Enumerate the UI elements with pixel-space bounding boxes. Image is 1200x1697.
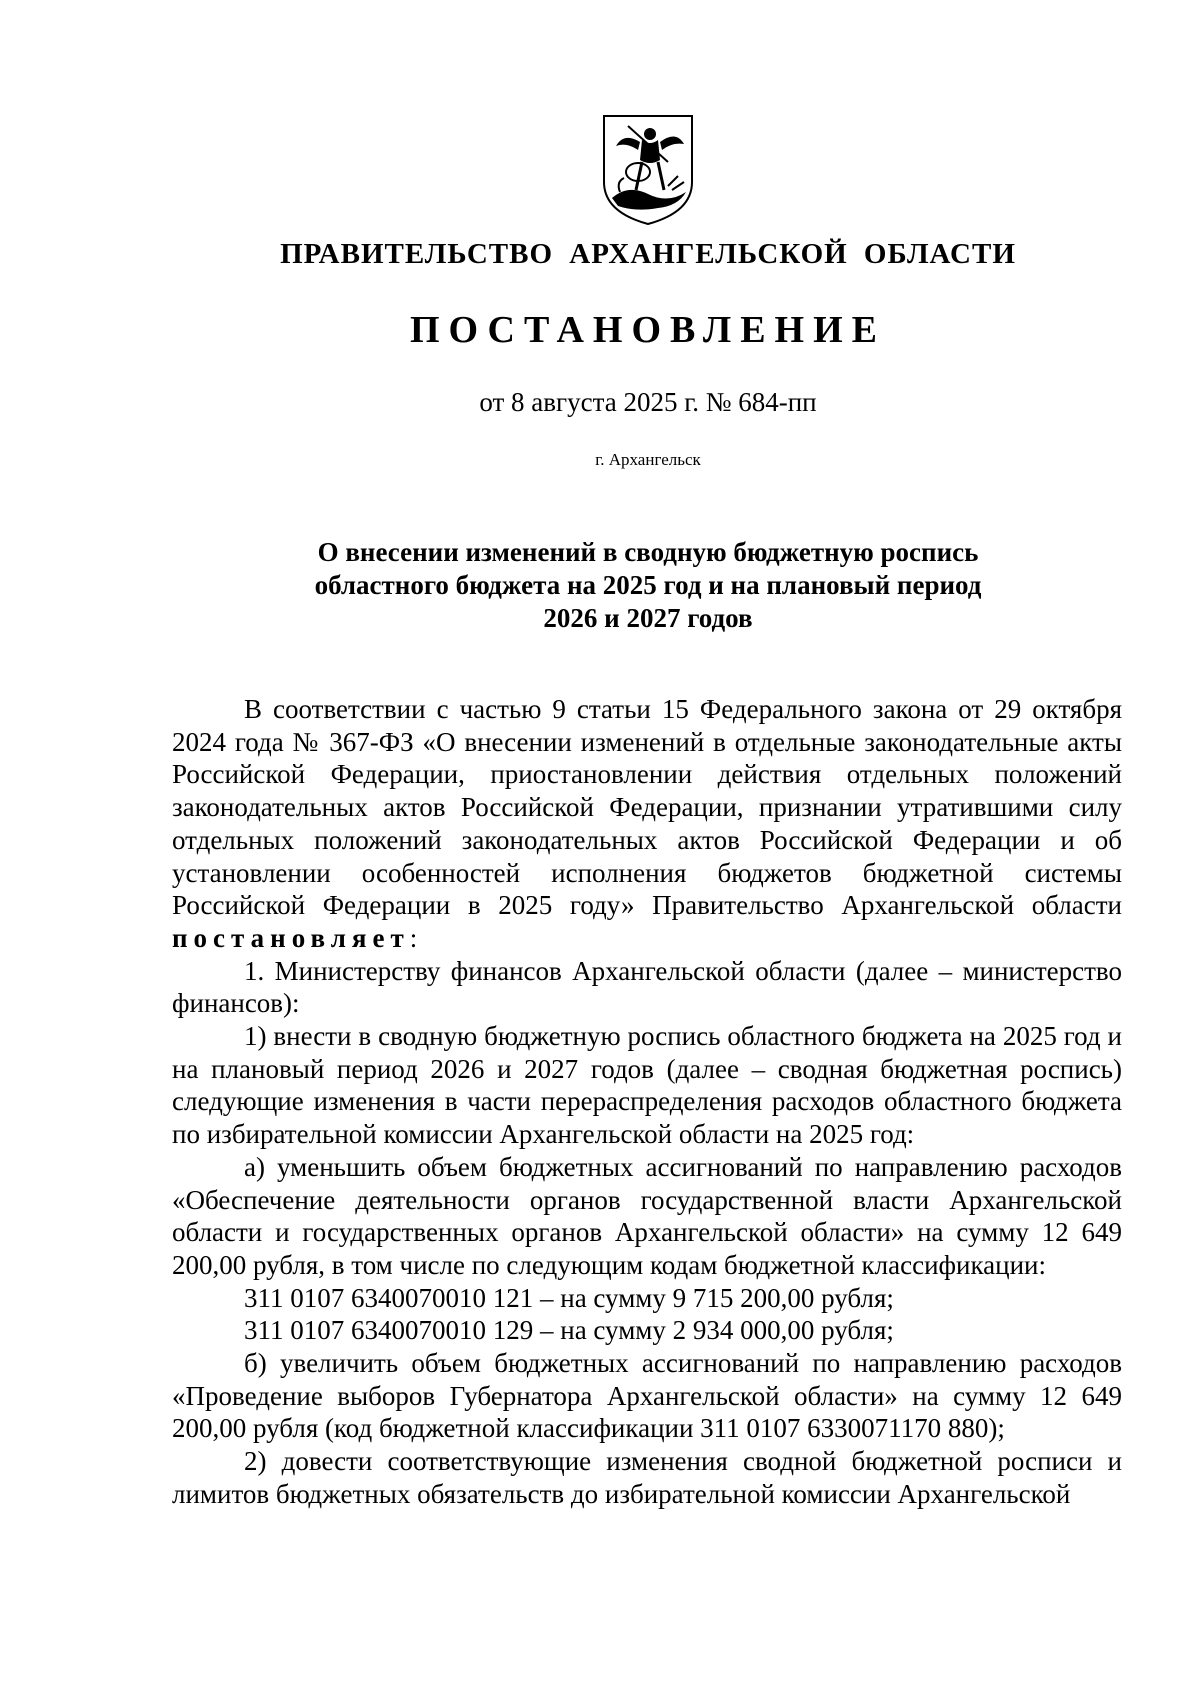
paragraph-subitem-b: б) увеличить объем бюджетных ассигнований по направлению расходов «Проведение выборов Губернатора Архангельской области» на сумму 12 649 200,00 рубля (код бюджетной классификации 311 0107 6330071170 880);: [172, 1348, 1122, 1444]
paragraph-subitem-1: 1) внести в сводную бюджетную роспись областного бюджета на 2025 год и на плановый период 2026 и 2027 годов (далее – сводная бюджетная роспись) следующие изменения в части перераспределения расходов областного бюджета по избирательной комиссии Архангельской области на 2025 год:: [172, 1021, 1122, 1150]
title-line-3: 2026 и 2027 годов: [543, 603, 753, 633]
organization-name: ПРАВИТЕЛЬСТВО АРХАНГЕЛЬСКОЙ ОБЛАСТИ: [280, 238, 1016, 270]
resolves-keyword: постановляет: [172, 922, 410, 953]
document-title: [0, 536, 1200, 635]
document-date-number: от 8 августа 2025 г. № 684-пп: [479, 387, 817, 417]
document-body: [172, 693, 1122, 1511]
paragraph-code-129: 311 0107 6340070010 129 – на сумму 2 934 000,00 рубля;: [244, 1315, 894, 1346]
coat-of-arms-emblem: [598, 112, 698, 228]
title-line-1: О внесении изменений в сводную бюджетную роспись: [317, 537, 979, 567]
preamble-colon: :: [409, 922, 418, 953]
paragraph-subitem-2: 2) довести соответствующие изменения сводной бюджетной росписи и лимитов бюджетных обязательств до избирательной комиссии Архангельской: [172, 1446, 1122, 1509]
preamble-text: В соответствии с частью 9 статьи 15 Федерального закона от 29 октября 2024 года № 367-ФЗ «О внесении изменений в отдельные законодательные акты Российской Федерации, приостановлении действия отдельных положений законодательных актов Российской Федерации, признании утратившими силу отдельных положений законодательных актов Российской Федерации и об установлении особенностей исполнения бюджетов бюджетной системы Российской Федерации в 2025 году» Правительство Архангельской области: [172, 694, 1122, 921]
paragraph-code-121: 311 0107 6340070010 121 – на сумму 9 715 200,00 рубля;: [244, 1282, 894, 1313]
title-line-2: областного бюджета на 2025 год и на плановый период: [314, 570, 982, 600]
document-type: ПОСТАНОВЛЕНИЕ: [409, 309, 887, 351]
paragraph-item-1: 1. Министерству финансов Архангельской области (далее – министерство финансов):: [172, 955, 1122, 1019]
paragraph-subitem-a: а) уменьшить объем бюджетных ассигнований по направлению расходов «Обеспечение деятельности органов государственной власти Архангельской области и государственных органов Архангельской области» на сумму 12 649 200,00 рубля, в том числе по следующим кодам бюджетной классификации:: [172, 1151, 1122, 1280]
document-city: г. Архангельск: [595, 450, 701, 469]
paragraph-preamble: [172, 693, 1122, 955]
